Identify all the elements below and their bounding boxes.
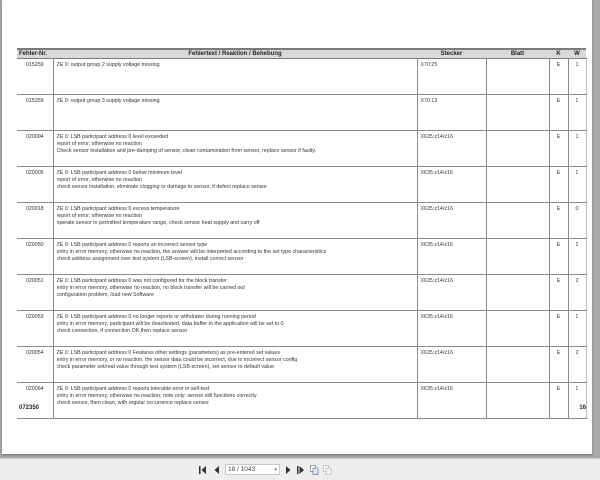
sheet-cell xyxy=(486,239,549,275)
two-page-view-icon xyxy=(323,465,332,475)
class-w-cell: 1 xyxy=(568,95,586,131)
page-navigation-bar xyxy=(0,458,600,480)
table-row xyxy=(17,95,586,131)
document-page xyxy=(2,0,592,454)
page-number-input[interactable] xyxy=(225,464,280,475)
previous-page-button[interactable] xyxy=(212,464,221,475)
error-reaction: entry in error memory, otherwise no reaction, the answer will be interpreted according to the set type characteristics xyxy=(56,249,327,255)
error-reaction: report of error, otherwise no reaction xyxy=(56,141,142,147)
column-header-fehler-nr: Fehler-Nr. xyxy=(17,49,53,59)
table-row xyxy=(17,383,586,419)
error-remedy: check sensor, then clean, with regular occurrence replace sensor xyxy=(56,400,210,406)
first-page-button[interactable] xyxy=(199,464,208,475)
error-remedy: check parameter set/real value through test system (LSB-screen), set sensor to default value xyxy=(56,364,275,370)
sheet-cell xyxy=(486,311,549,347)
error-remedy: check address assignment over test system (LSB-screen), install correct sensor xyxy=(56,256,244,262)
error-text-cell xyxy=(53,383,417,419)
error-code-cell: 020051 xyxy=(17,275,53,311)
class-k-cell: E xyxy=(549,311,568,347)
viewer-right-edge xyxy=(594,0,600,458)
error-code-cell: 020004 xyxy=(17,131,53,167)
error-description: ZE 0: LSB participant address 0 below minimum level xyxy=(56,170,182,176)
table-row xyxy=(17,347,586,383)
connector-cell: X635:z14/z16 xyxy=(417,311,486,347)
error-text-cell xyxy=(53,347,417,383)
error-reaction xyxy=(57,69,414,76)
next-page-button[interactable] xyxy=(284,464,293,475)
class-k-cell: E xyxy=(549,203,568,239)
sheet-cell xyxy=(486,95,549,131)
next-page-icon xyxy=(285,466,292,474)
sheet-cell xyxy=(486,131,549,167)
class-k-cell: E xyxy=(549,95,568,131)
column-header-fehlertext: Fehlertext / Reaktion / Behebung xyxy=(53,49,417,59)
column-header-stecker: Stecker xyxy=(417,49,486,59)
error-text-cell xyxy=(53,239,417,275)
error-reaction: report of error, otherwise no reaction xyxy=(56,213,142,219)
error-code-cell: 020053 xyxy=(17,311,53,347)
sheet-cell xyxy=(486,383,549,419)
error-code-cell: 015259 xyxy=(17,59,53,95)
error-description: ZE 0: LSB participant address 0 Features other settings (parameters) as pre-entered set values xyxy=(56,350,280,356)
two-page-view-button[interactable] xyxy=(323,464,332,475)
error-remedy xyxy=(57,76,414,83)
error-reaction: entry in error memory, or no reaction, the sensor data could be incorrect, due to incorrect sensor config xyxy=(56,357,298,363)
error-description: ZE 0: LSB participant address 0 excess temperature xyxy=(56,206,180,212)
error-text-cell xyxy=(53,131,417,167)
class-w-cell: 1 xyxy=(568,311,586,347)
error-description: ZE 0: LSB participant address 0 was not configured for the block transfer xyxy=(56,278,227,284)
table-row xyxy=(17,275,586,311)
class-w-cell: 0 xyxy=(568,203,586,239)
table-row xyxy=(17,59,586,95)
class-w-cell: 2 xyxy=(568,275,586,311)
error-description: ZE 0: output group 3 supply voltage missing xyxy=(56,98,160,104)
page-number: 16 xyxy=(579,405,586,411)
error-text-cell xyxy=(53,275,417,311)
error-text-cell xyxy=(53,95,417,131)
single-page-view-icon xyxy=(310,465,319,475)
error-code-cell: 020064 xyxy=(17,383,53,419)
sheet-cell xyxy=(486,275,549,311)
table-row xyxy=(17,203,586,239)
error-code-cell: 020018 xyxy=(17,203,53,239)
error-reaction: entry in error memory, participant will be deactivated, data buffer to the application will be set to 0 xyxy=(56,321,284,327)
page-indicator: 18 / 1043 xyxy=(228,466,256,473)
connector-cell: X635:z14/z16 xyxy=(417,131,486,167)
last-page-button[interactable] xyxy=(297,464,306,475)
single-page-view-button[interactable] xyxy=(310,464,319,475)
column-header-blatt: Blatt xyxy=(486,49,549,59)
error-code-table xyxy=(17,48,587,419)
sheet-cell xyxy=(486,347,549,383)
class-k-cell: E xyxy=(549,275,568,311)
error-remedy: check connection, if connection OK then replace sensor xyxy=(56,328,188,334)
error-code-cell: 020054 xyxy=(17,347,53,383)
class-k-cell: E xyxy=(549,167,568,203)
class-k-cell: E xyxy=(549,383,568,419)
class-w-cell: 1 xyxy=(568,167,586,203)
class-w-cell: 1 xyxy=(568,59,586,95)
error-description: ZE 0: LSB participant address 0 no longer reports or withdrawn during running period xyxy=(56,314,256,320)
error-description: ZE 0: LSB participant address 0 reports tolerable error in self-test xyxy=(56,386,210,392)
class-w-cell: 1 xyxy=(568,383,586,419)
connector-cell: X635:z14/z16 xyxy=(417,347,486,383)
last-page-icon xyxy=(297,466,306,474)
error-reaction: entry in error memory, otherwise no reaction, no block transfer will be carried out xyxy=(56,285,245,291)
error-remedy: check sensor installation, eliminate clogging or damage to sensor, if defect replace sensor xyxy=(56,184,268,190)
error-reaction: entry in error memory, otherwise no reaction; note only: sensor still functions correctly xyxy=(56,393,257,399)
error-text-cell xyxy=(53,203,417,239)
error-reaction: report of error, otherwise no reaction xyxy=(56,177,142,183)
error-reaction xyxy=(57,105,414,112)
class-k-cell: E xyxy=(549,131,568,167)
connector-cell: X635:z14/z16 xyxy=(417,275,486,311)
error-remedy: configuration problem, load new Software xyxy=(56,292,154,298)
class-k-cell: E xyxy=(549,347,568,383)
error-remedy xyxy=(57,112,414,119)
sheet-cell xyxy=(486,59,549,95)
previous-page-icon xyxy=(213,466,220,474)
first-page-icon xyxy=(199,466,208,474)
table-row xyxy=(17,167,586,203)
class-w-cell: 1 xyxy=(568,131,586,167)
error-code-cell: 015359 xyxy=(17,95,53,131)
table-row xyxy=(17,131,586,167)
class-k-cell: E xyxy=(549,239,568,275)
connector-cell: X635:z14/z16 xyxy=(417,239,486,275)
connector-cell: X635:z14/z16 xyxy=(417,203,486,239)
error-code-cell: 020050 xyxy=(17,239,53,275)
error-description: ZE 0: output group 2 supply voltage missing xyxy=(56,62,160,68)
class-w-cell: 2 xyxy=(568,347,586,383)
column-header-w: W xyxy=(568,49,586,59)
connector-cell: X635:z14/z16 xyxy=(417,167,486,203)
sheet-cell xyxy=(486,203,549,239)
error-remedy: operate sensor in permitted temperature range, check sensor heat supply and carry off xyxy=(56,220,260,226)
connector-cell: X635:z14/z16 xyxy=(417,383,486,419)
table-header-row xyxy=(17,49,586,59)
error-remedy: Check sensor installation and pre-damping of sensor, clean contamination from sensor, replace sensor if faulty. xyxy=(56,148,317,154)
column-header-k: K xyxy=(549,49,568,59)
error-description: ZE 0: LSB participant address 0 reports an incorrect sensor type xyxy=(56,242,208,248)
error-code-cell: 020005 xyxy=(17,167,53,203)
table-row xyxy=(17,239,586,275)
class-k-cell: E xyxy=(549,59,568,95)
error-text-cell xyxy=(53,167,417,203)
connector-cell: X70:25 xyxy=(417,59,486,95)
class-w-cell: 2 xyxy=(568,239,586,275)
document-number: 072350 xyxy=(19,405,40,411)
chevron-down-icon[interactable]: ▾ xyxy=(274,466,277,473)
sheet-cell xyxy=(486,167,549,203)
connector-cell: X70:13 xyxy=(417,95,486,131)
table-row xyxy=(17,311,586,347)
error-description: ZE 0: LSB participant address 0 level exceeded xyxy=(56,134,169,140)
error-text-cell xyxy=(53,59,417,95)
error-text-cell xyxy=(53,311,417,347)
